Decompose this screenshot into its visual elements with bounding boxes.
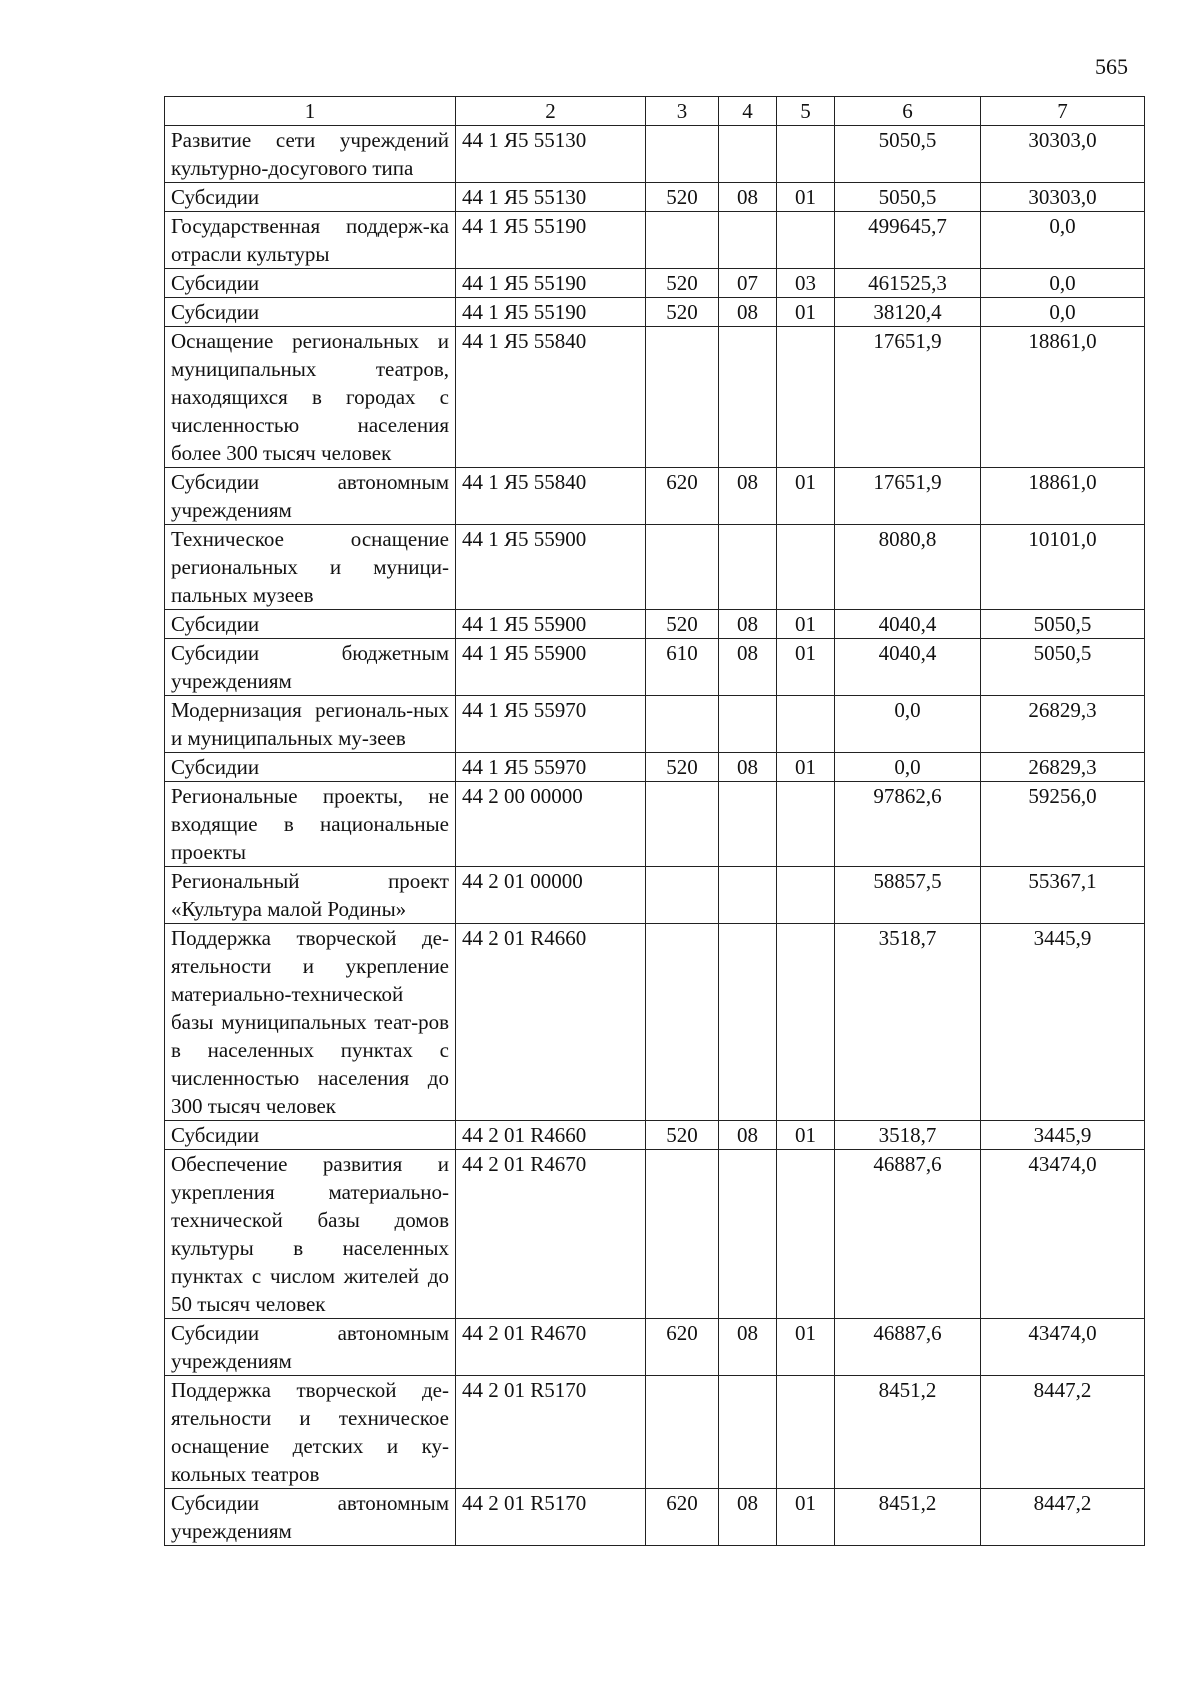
row-value-7: 55367,1 — [981, 867, 1145, 924]
row-col5: 03 — [777, 269, 835, 298]
row-name: Поддержка творческой де-ятельности и техническое оснащение детских и ку-кольных театров — [165, 1376, 456, 1489]
table-row — [165, 183, 1145, 212]
row-col4: 08 — [719, 753, 777, 782]
row-col3: 620 — [646, 1489, 719, 1546]
row-col4: 07 — [719, 269, 777, 298]
row-name: Субсидии — [165, 610, 456, 639]
row-col5: 01 — [777, 753, 835, 782]
row-value-7: 30303,0 — [981, 183, 1145, 212]
row-col3 — [646, 1376, 719, 1489]
row-name: Техническое оснащение региональных и муници-пальных музеев — [165, 525, 456, 610]
row-value-7: 26829,3 — [981, 696, 1145, 753]
row-col3 — [646, 924, 719, 1121]
row-col4: 08 — [719, 639, 777, 696]
row-col5 — [777, 525, 835, 610]
row-col4: 08 — [719, 468, 777, 525]
row-value-6: 58857,5 — [835, 867, 981, 924]
row-col5: 01 — [777, 639, 835, 696]
row-col3: 520 — [646, 269, 719, 298]
row-col4: 08 — [719, 1319, 777, 1376]
row-col3 — [646, 696, 719, 753]
row-col5: 01 — [777, 1121, 835, 1150]
table-row — [165, 468, 1145, 525]
row-code: 44 2 00 00000 — [456, 782, 646, 867]
column-header: 1 — [165, 97, 456, 126]
row-value-6: 0,0 — [835, 753, 981, 782]
row-name: Поддержка творческой де-ятельности и укрепление материально-технической базы муниципальных теат-ров в населенных пунктах с численностью населения до 300 тысяч человек — [165, 924, 456, 1121]
row-col3: 620 — [646, 468, 719, 525]
row-value-7: 5050,5 — [981, 639, 1145, 696]
row-value-6: 5050,5 — [835, 183, 981, 212]
row-value-7: 10101,0 — [981, 525, 1145, 610]
row-name: Субсидии автономным учреждениям — [165, 468, 456, 525]
row-name: Государственная поддерж-ка отрасли культуры — [165, 212, 456, 269]
row-value-6: 46887,6 — [835, 1319, 981, 1376]
row-name: Субсидии — [165, 298, 456, 327]
table-row — [165, 298, 1145, 327]
row-code: 44 1 Я5 55970 — [456, 696, 646, 753]
row-code: 44 2 01 R5170 — [456, 1376, 646, 1489]
row-col5 — [777, 1150, 835, 1319]
row-name: Оснащение региональных и муниципальных театров, находящихся в городах с численностью населения более 300 тысяч человек — [165, 327, 456, 468]
row-value-6: 3518,7 — [835, 1121, 981, 1150]
row-col3 — [646, 867, 719, 924]
row-col3 — [646, 1150, 719, 1319]
row-col4 — [719, 212, 777, 269]
row-col3: 610 — [646, 639, 719, 696]
row-name: Развитие сети учреждений культурно-досугового типа — [165, 126, 456, 183]
row-col5 — [777, 126, 835, 183]
row-value-7: 0,0 — [981, 212, 1145, 269]
row-name: Региональный проект «Культура малой Родины» — [165, 867, 456, 924]
column-header: 3 — [646, 97, 719, 126]
row-name: Субсидии — [165, 269, 456, 298]
row-code: 44 1 Я5 55900 — [456, 525, 646, 610]
row-value-6: 4040,4 — [835, 639, 981, 696]
table-row — [165, 1121, 1145, 1150]
table-row — [165, 1489, 1145, 1546]
row-name: Модернизация региональ-ных и муниципальных му-зеев — [165, 696, 456, 753]
budget-table — [164, 96, 1145, 1546]
row-value-7: 30303,0 — [981, 126, 1145, 183]
row-col3: 520 — [646, 1121, 719, 1150]
row-code: 44 2 01 R4670 — [456, 1319, 646, 1376]
row-name: Субсидии — [165, 753, 456, 782]
column-header: 7 — [981, 97, 1145, 126]
table-row — [165, 753, 1145, 782]
row-value-6: 46887,6 — [835, 1150, 981, 1319]
column-header: 6 — [835, 97, 981, 126]
row-value-7: 3445,9 — [981, 924, 1145, 1121]
row-value-6: 3518,7 — [835, 924, 981, 1121]
row-col5: 01 — [777, 183, 835, 212]
row-value-6: 461525,3 — [835, 269, 981, 298]
row-code: 44 2 01 R5170 — [456, 1489, 646, 1546]
row-value-6: 97862,6 — [835, 782, 981, 867]
row-col5: 01 — [777, 468, 835, 525]
column-header: 2 — [456, 97, 646, 126]
row-code: 44 2 01 00000 — [456, 867, 646, 924]
row-col4 — [719, 867, 777, 924]
row-value-6: 5050,5 — [835, 126, 981, 183]
row-col4 — [719, 696, 777, 753]
row-col4: 08 — [719, 1121, 777, 1150]
row-col4 — [719, 126, 777, 183]
row-code: 44 1 Я5 55130 — [456, 126, 646, 183]
row-col3: 620 — [646, 1319, 719, 1376]
row-col5: 01 — [777, 298, 835, 327]
row-value-7: 18861,0 — [981, 327, 1145, 468]
row-value-6: 8080,8 — [835, 525, 981, 610]
row-col4 — [719, 327, 777, 468]
row-col5 — [777, 782, 835, 867]
row-col3 — [646, 327, 719, 468]
header-row — [165, 97, 1145, 126]
row-value-6: 0,0 — [835, 696, 981, 753]
row-code: 44 1 Я5 55840 — [456, 327, 646, 468]
row-col5 — [777, 212, 835, 269]
row-name: Обеспечение развития и укрепления материально-технической базы домов культуры в населенных пунктах с числом жителей до 50 тысяч человек — [165, 1150, 456, 1319]
row-value-6: 499645,7 — [835, 212, 981, 269]
page-number: 565 — [1095, 54, 1128, 79]
row-col3: 520 — [646, 183, 719, 212]
row-name: Субсидии бюджетным учреждениям — [165, 639, 456, 696]
row-name: Субсидии автономным учреждениям — [165, 1319, 456, 1376]
row-value-7: 0,0 — [981, 298, 1145, 327]
row-value-6: 8451,2 — [835, 1376, 981, 1489]
row-col4: 08 — [719, 183, 777, 212]
row-code: 44 1 Я5 55900 — [456, 639, 646, 696]
row-col3 — [646, 782, 719, 867]
row-col4 — [719, 525, 777, 610]
row-col3 — [646, 126, 719, 183]
row-value-7: 8447,2 — [981, 1376, 1145, 1489]
row-code: 44 1 Я5 55970 — [456, 753, 646, 782]
row-col4 — [719, 1150, 777, 1319]
row-value-7: 8447,2 — [981, 1489, 1145, 1546]
table-row — [165, 924, 1145, 1121]
row-code: 44 1 Я5 55130 — [456, 183, 646, 212]
row-value-7: 26829,3 — [981, 753, 1145, 782]
row-col5 — [777, 924, 835, 1121]
table-row — [165, 610, 1145, 639]
row-col4 — [719, 782, 777, 867]
row-value-7: 0,0 — [981, 269, 1145, 298]
row-col5 — [777, 867, 835, 924]
row-col4: 08 — [719, 298, 777, 327]
row-col3: 520 — [646, 610, 719, 639]
table-row — [165, 1150, 1145, 1319]
row-col5: 01 — [777, 1489, 835, 1546]
row-value-7: 43474,0 — [981, 1150, 1145, 1319]
row-name: Субсидии — [165, 183, 456, 212]
row-col5: 01 — [777, 610, 835, 639]
column-header: 5 — [777, 97, 835, 126]
row-name: Субсидии — [165, 1121, 456, 1150]
row-col3: 520 — [646, 298, 719, 327]
row-value-7: 5050,5 — [981, 610, 1145, 639]
table-row — [165, 212, 1145, 269]
table-row — [165, 1319, 1145, 1376]
row-code: 44 1 Я5 55190 — [456, 269, 646, 298]
row-col3: 520 — [646, 753, 719, 782]
row-col5: 01 — [777, 1319, 835, 1376]
row-code: 44 1 Я5 55900 — [456, 610, 646, 639]
table-row — [165, 782, 1145, 867]
row-col5 — [777, 327, 835, 468]
row-code: 44 2 01 R4660 — [456, 924, 646, 1121]
table-row — [165, 1376, 1145, 1489]
table-row — [165, 696, 1145, 753]
row-value-6: 4040,4 — [835, 610, 981, 639]
table-row — [165, 639, 1145, 696]
row-name: Субсидии автономным учреждениям — [165, 1489, 456, 1546]
row-col4 — [719, 1376, 777, 1489]
table-row — [165, 269, 1145, 298]
table-row — [165, 525, 1145, 610]
row-col3 — [646, 525, 719, 610]
row-col5 — [777, 696, 835, 753]
row-value-7: 43474,0 — [981, 1319, 1145, 1376]
row-code: 44 1 Я5 55190 — [456, 212, 646, 269]
row-col4 — [719, 924, 777, 1121]
column-header: 4 — [719, 97, 777, 126]
table-row — [165, 867, 1145, 924]
row-value-7: 59256,0 — [981, 782, 1145, 867]
row-code: 44 1 Я5 55190 — [456, 298, 646, 327]
row-value-6: 17651,9 — [835, 468, 981, 525]
row-name: Региональные проекты, не входящие в национальные проекты — [165, 782, 456, 867]
row-col3 — [646, 212, 719, 269]
table-row — [165, 126, 1145, 183]
row-col5 — [777, 1376, 835, 1489]
row-code: 44 2 01 R4660 — [456, 1121, 646, 1150]
row-value-6: 8451,2 — [835, 1489, 981, 1546]
row-value-6: 17651,9 — [835, 327, 981, 468]
row-col4: 08 — [719, 610, 777, 639]
row-value-7: 18861,0 — [981, 468, 1145, 525]
row-value-6: 38120,4 — [835, 298, 981, 327]
row-code: 44 2 01 R4670 — [456, 1150, 646, 1319]
row-code: 44 1 Я5 55840 — [456, 468, 646, 525]
row-col4: 08 — [719, 1489, 777, 1546]
table-row — [165, 327, 1145, 468]
row-value-7: 3445,9 — [981, 1121, 1145, 1150]
